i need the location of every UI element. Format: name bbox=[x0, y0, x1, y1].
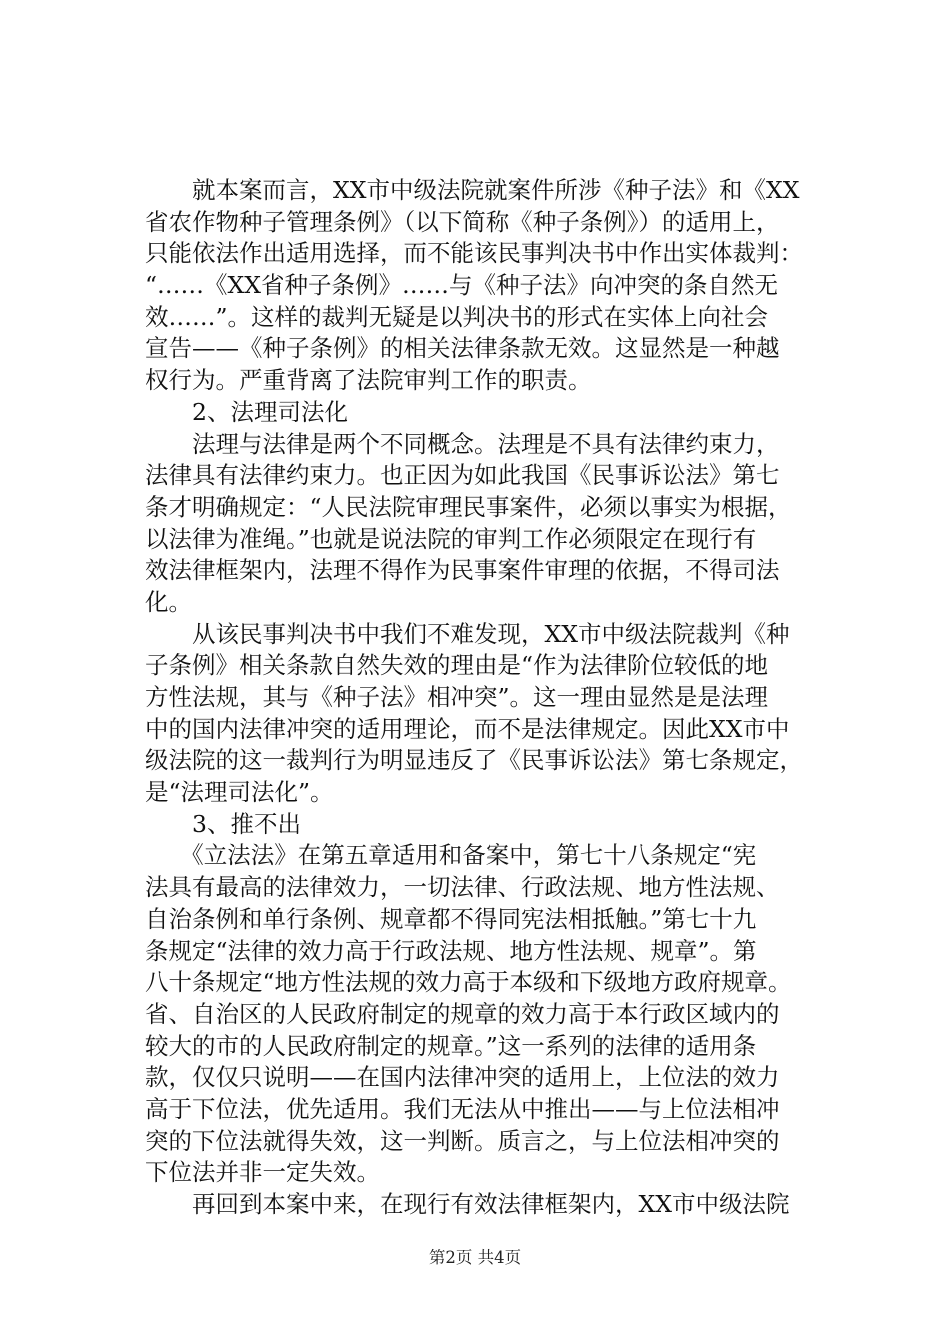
text-line: 级法院的这一裁判行为明显违反了《民事诉讼法》第七条规定， bbox=[145, 746, 803, 775]
text-line: 自治条例和单行条例、规章都不得同宪法相抵触。”第七十九 bbox=[145, 904, 757, 933]
text-line: 条才明确规定：“人民法院审理民事案件，必须以事实为根据， bbox=[145, 492, 792, 521]
text-line: 再回到本案中来，在现行有效法律框架内，XX市中级法院 bbox=[145, 1190, 790, 1218]
text-line: 权行为。严重背离了法院审判工作的职责。 bbox=[145, 366, 592, 395]
text-line: 中的国内法律冲突的适用理论，而不是法律规定。因此XX市中 bbox=[145, 714, 790, 743]
text-line: 就本案而言，XX市中级法院就案件所涉《种子法》和《XX bbox=[145, 176, 800, 204]
text-line: 省、自治区的人民政府制定的规章的效力高于本行政区域内的 bbox=[145, 999, 780, 1028]
text-line: “……《XX省种子条例》……与《种子法》向冲突的条自然无 bbox=[145, 271, 778, 300]
text-line: 法具有最高的法律效力，一切法律、行政法规、地方性法规、 bbox=[145, 873, 780, 902]
text-line: 3、推不出 bbox=[145, 809, 301, 838]
text-line: 宣告——《种子条例》的相关法律条款无效。这显然是一种越 bbox=[145, 334, 780, 363]
body-text bbox=[145, 175, 835, 1221]
text-line: 从该民事判决书中我们不难发现，XX市中级法院裁判《种 bbox=[145, 619, 790, 648]
text-line: 子条例》相关条款自然失效的理由是“作为法律阶位较低的地 bbox=[145, 651, 769, 680]
text-line: 款，仅仅只说明——在国内法律冲突的适用上，上位法的效力 bbox=[145, 1063, 780, 1092]
text-line: 化。 bbox=[145, 587, 192, 616]
text-line: 八十条规定“地方性法规的效力高于本级和下级地方政府规章。 bbox=[145, 968, 792, 997]
text-line: 法律具有法律约束力。也正因为如此我国《民事诉讼法》第七 bbox=[145, 461, 780, 490]
text-line: 2、法理司法化 bbox=[145, 397, 348, 426]
text-line: 条规定“法律的效力高于行政法规、地方性法规、规章”。第 bbox=[145, 936, 757, 965]
text-line: 只能依法作出适用选择，而不能该民事判决书中作出实体裁判： bbox=[145, 239, 803, 268]
text-line: 以法律为准绳。”也就是说法院的审判工作必须限定在现行有 bbox=[145, 524, 757, 553]
text-line: 突的下位法就得失效，这一判断。质言之，与上位法相冲突的 bbox=[145, 1126, 780, 1155]
text-line: 较大的市的人民政府制定的规章。”这一系列的法律的适用条 bbox=[145, 1031, 757, 1060]
text-line: 《立法法》在第五章适用和备案中，第七十八条规定“宪 bbox=[145, 841, 757, 870]
text-line: 省农作物种子管理条例》（以下简称《种子条例》）的适用上， bbox=[145, 207, 780, 236]
text-line: 高于下位法，优先适用。我们无法从中推出——与上位法相冲 bbox=[145, 1094, 780, 1123]
text-line: 下位法并非一定失效。 bbox=[145, 1158, 380, 1187]
page-footer: 第2页 共4页 bbox=[428, 1248, 522, 1267]
text-line: 是“法理司法化”。 bbox=[145, 778, 334, 807]
text-line: 效……”。这样的裁判无疑是以判决书的形式在实体上向社会 bbox=[145, 302, 769, 331]
text-line: 效法律框架内，法理不得作为民事案件审理的依据，不得司法 bbox=[145, 556, 780, 585]
text-line: 法理与法律是两个不同概念。法理是不具有法律约束力， bbox=[145, 429, 780, 458]
text-line: 方性法规，其与《种子法》相冲突”。这一理由显然是是法理 bbox=[145, 683, 769, 711]
